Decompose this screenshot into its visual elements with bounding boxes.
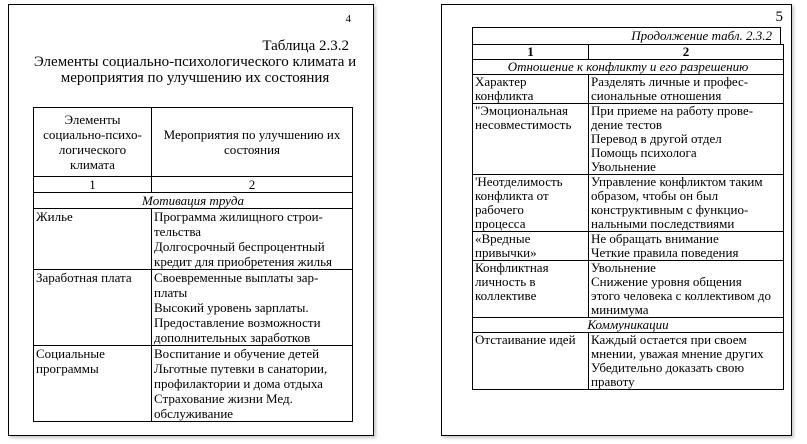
element-cell-line: несовместимость <box>475 117 572 132</box>
table-row <box>34 209 353 270</box>
element-cell-line: Жилье <box>36 209 73 224</box>
document-page-left <box>8 4 374 436</box>
continuation-label: Продолжение табл. 2.3.2 <box>472 27 781 45</box>
element-cell-line: конфликта <box>475 88 534 103</box>
climate-table-continued <box>472 44 784 390</box>
element-cell-line: программы <box>36 361 99 376</box>
element-cell <box>473 104 589 175</box>
element-cell-line: Заработная плата <box>36 270 132 285</box>
element-cell-line: конфликта от <box>475 188 549 203</box>
section-row <box>34 193 353 209</box>
element-cell-line: "Эмоциональная <box>475 103 568 118</box>
section-heading: Отношение к конфликту и его разрешению <box>473 60 784 75</box>
header-row <box>34 108 353 177</box>
measures-cell-line: Программа жилищного строи- <box>154 209 323 224</box>
header-cell-line: Мероприятия по улучшению их <box>163 127 341 142</box>
measures-cell-line: Управление конфликтом таким <box>591 174 763 189</box>
element-cell <box>473 232 589 261</box>
measures-cell <box>589 232 784 261</box>
measures-cell-line: платы <box>154 285 188 300</box>
measures-cell <box>589 261 784 318</box>
measures-cell <box>152 209 353 270</box>
measures-cell-line: Льготные путевки в санатории, <box>154 361 328 376</box>
measures-cell-line: Помощь психолога <box>591 145 697 160</box>
table-row <box>34 346 353 422</box>
element-cell-line: Социальные <box>36 346 105 361</box>
measures-cell-line: нальными последствиями <box>591 216 735 231</box>
element-cell <box>473 333 589 390</box>
table-row <box>473 261 784 318</box>
table-caption: Таблица 2.3.2 <box>262 38 349 54</box>
section-heading: Мотивация труда <box>34 193 353 209</box>
measures-cell-line: дополнительных заработков <box>154 330 311 345</box>
measures-cell-line: образом, чтобы он был <box>591 188 719 203</box>
header-cell-line: состояния <box>224 142 280 157</box>
measures-cell-line: Четкие правила поведения <box>591 245 739 260</box>
section-row <box>473 318 784 333</box>
table-row <box>34 270 353 346</box>
element-cell-line: коллективе <box>475 288 537 303</box>
element-cell <box>34 346 152 422</box>
element-cell-line: процесса <box>475 216 526 231</box>
measures-cell-line: Не обращать внимание <box>591 231 719 246</box>
measures-cell-line: Своевременные выплаты зар- <box>154 270 319 285</box>
section-heading: Коммуникации <box>473 318 784 333</box>
measures-cell-line: Убедительно доказать свою <box>591 360 745 375</box>
element-cell-line: Характер <box>475 74 527 89</box>
measures-cell-line: тельства <box>154 224 202 239</box>
element-cell-line: привычки» <box>475 245 537 260</box>
column-number: 1 <box>473 45 589 60</box>
measures-cell-line: конструктивным с функцио- <box>591 202 749 217</box>
measures-cell <box>589 333 784 390</box>
table-row <box>473 104 784 175</box>
measures-cell <box>589 104 784 175</box>
element-cell <box>34 270 152 346</box>
table-title-line: Элементы социально-психологического климата и <box>33 54 357 70</box>
measures-cell-line: Разделять личные и профес- <box>591 74 749 89</box>
measures-cell-line: этого человека с коллективом до <box>591 288 772 303</box>
header-cell-line: логического <box>58 142 127 157</box>
header-cell-line: климата <box>70 157 115 172</box>
column-number: 1 <box>34 177 152 193</box>
element-cell-line: Конфликтная <box>475 260 549 275</box>
measures-cell-line: Воспитание и обучение детей <box>154 346 320 361</box>
climate-table <box>33 107 353 422</box>
measures-cell-line: Каждый остается при своем <box>591 332 747 347</box>
measures-cell-line: Высокий уровень зарплаты. <box>154 300 309 315</box>
measures-cell-line: Предоставление возможности <box>154 315 321 330</box>
measures-cell-line: кредит для приобретения жилья <box>154 254 332 269</box>
measures-cell-line: Снижение уровня общения <box>591 274 742 289</box>
measures-cell <box>589 75 784 104</box>
document-page-right <box>441 4 792 436</box>
measures-cell <box>152 270 353 346</box>
measures-cell-line: обслуживание <box>154 406 234 421</box>
measures-cell <box>589 175 784 232</box>
element-cell-line: Отстаивание идей <box>475 332 576 347</box>
measures-cell-line: мнении, уважая мнение других <box>591 346 764 361</box>
measures-cell-line: минимума <box>591 302 649 317</box>
column-number: 2 <box>589 45 784 60</box>
header-cell-line: социально-психо- <box>43 127 142 142</box>
header-cell <box>152 108 353 177</box>
measures-cell <box>152 346 353 422</box>
header-cell <box>34 108 152 177</box>
measures-cell-line: Увольнение <box>591 260 656 275</box>
measures-cell-line: дение тестов <box>591 117 663 132</box>
measures-cell-line: При приеме на работу прове- <box>591 103 754 118</box>
table-row <box>473 333 784 390</box>
element-cell-line: 'Неотделимость <box>475 174 563 189</box>
element-cell-line: «Вредные <box>475 231 531 246</box>
header-cell-line: Элементы <box>64 112 121 127</box>
page-number: 4 <box>345 13 351 25</box>
element-cell-line: рабочего <box>475 202 524 217</box>
element-cell-line: личность в <box>475 274 536 289</box>
element-cell <box>34 209 152 270</box>
column-number-row <box>34 177 353 193</box>
table-row <box>473 232 784 261</box>
element-cell <box>473 75 589 104</box>
page-number: 5 <box>775 9 783 25</box>
table-title <box>33 54 357 86</box>
measures-cell-line: Увольнение <box>591 159 656 174</box>
table-row <box>473 175 784 232</box>
measures-cell-line: Страхование жизни Мед. <box>154 391 293 406</box>
measures-cell-line: Перевод в другой отдел <box>591 131 722 146</box>
section-row <box>473 60 784 75</box>
table-row <box>473 75 784 104</box>
column-number-row <box>473 45 784 60</box>
element-cell <box>473 175 589 232</box>
measures-cell-line: Долгосрочный беспроцентный <box>154 239 325 254</box>
column-number: 2 <box>152 177 353 193</box>
measures-cell-line: профилактории и дома отдыха <box>154 376 323 391</box>
measures-cell-line: правоту <box>591 374 635 389</box>
measures-cell-line: сиональные отношения <box>591 88 722 103</box>
table-title-line: мероприятия по улучшению их состояния <box>60 70 330 86</box>
element-cell <box>473 261 589 318</box>
